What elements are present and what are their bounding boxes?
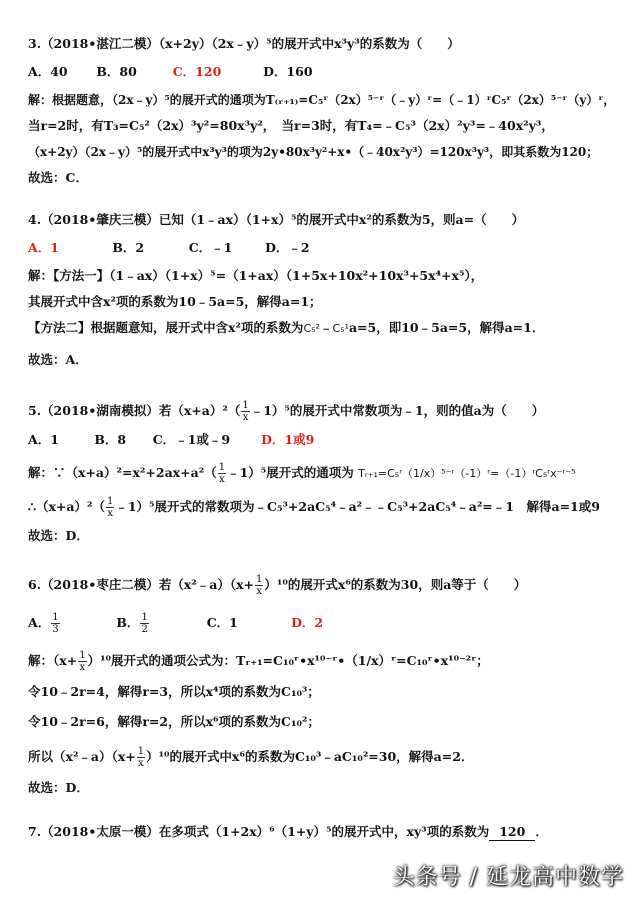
q6-solution-1 [28,650,489,673]
q5-stem-pre: 5.（2018•湖南模拟）若（x+a）²（ [28,403,241,418]
q3-solution-2: 当r=2时，有T₃=C₅²（2x）³y²=80x³y²， 当r=3时，有T₄=﹣C₅³（2x）²y³=﹣40x²y³， [28,118,554,133]
q6-solution-3: 令10﹣2r=6，解得r=2，所以x⁶项的系数为C₁₀²； [28,714,320,729]
q6-options [28,612,323,635]
fraction-denominator: x [219,474,225,485]
fraction-numerator: 1 [79,650,86,661]
q6-option-b [116,612,202,635]
watermark: 头条号 / 延龙高中数学 [392,865,624,890]
q6-answer: 故选：D． [28,780,89,795]
q5-general-term-formula: Tᵣ₊₁=C₅ʳ（1/x）⁵⁻ʳ（-1）ʳ=（-1）ʳC₅ʳx⁻ʳ⁻⁵ [358,467,576,480]
q5-stem [28,400,544,423]
q4-answer: 故选：A． [28,352,88,367]
q5-sol1-pre: 解：∵（x+a）²=x²+2ax+a² [28,465,205,480]
q6-sol4-pre: 所以（x²﹣a）（x+ [28,749,136,764]
fraction-numerator: 1 [141,612,148,623]
fraction-denominator: x [79,662,86,673]
q7-answer-blank: 120 [489,824,535,841]
q5-option-a: A．1 [28,432,59,447]
q4-sol3-pre: 【方法二】根据题意知，展开式中含x²项的系数为 [28,320,304,335]
q5-solution-1 [28,462,576,485]
q3-option-c: C．120 [172,64,222,79]
q6-option-a-label: A． [28,615,51,630]
q5-stem-post: ﹣1）⁵的展开式中常数项为﹣1，则的值a为（ ） [250,403,545,418]
q6-option-a-fraction [51,612,59,635]
q5-sol2-post: ﹣1）⁵展开式的常数项为﹣C₅³+2aC₅⁴﹣a²﹣﹣C₅³+2aC₅⁴﹣a²=﹣1 解得a=1或9 [115,499,600,514]
q3-stem: 3.（2018•湛江二模）（x+2y）（2x﹣y）⁵的展开式中x³y³的系数为（ ） [28,36,460,51]
q4-sol3-post: a=5，即10﹣5a=5，解得a=1． [348,320,545,335]
fraction-numerator: 1 [52,612,59,623]
q6-sol4-post: ）¹⁰的展开式中x⁶的系数为C₁₀³﹣aC₁₀²=30，解得a=2． [146,749,474,764]
q6-option-d: D．2 [291,615,324,630]
q6-option-a [28,612,112,635]
q5-option-c: C．﹣1或﹣9 [152,432,231,447]
q4-solution-3 [28,320,544,337]
q3-option-b: B．80 [96,64,137,79]
q6-stem-post: ）¹⁰的展开式x⁶的系数为30，则a等于（ ） [264,577,527,592]
q3-solution-1: 解：根据题意，（2x﹣y）⁵的展开式的通项为T₍ᵣ₊₁₎=C₅ʳ（2x）⁵⁻ʳ（﹣y）ʳ=（﹣1）ʳC₅ʳ（2x）⁵⁻ʳ（y）ʳ， [28,93,616,107]
q4-solution-2: 其展开式中含x²项的系数为10﹣5a=5，解得a=1； [28,294,322,309]
q6-option-c: C．1 [206,615,238,630]
fraction-denominator: x [107,508,113,519]
fraction-numerator: 1 [106,496,114,507]
q6-sol1-post: ）¹⁰展开式的通项公式为：Tᵣ₊₁=C₁₀ʳ•x¹⁰⁻ʳ•（1/x）ʳ=C₁₀ʳ•x¹⁰⁻²ʳ； [87,653,489,668]
fraction-denominator: x [256,586,263,597]
fraction-numerator: 1 [137,746,145,757]
q5-sol1-mid: （ [204,465,217,480]
q6-option-b-label: B． [116,615,140,630]
q4-option-a: A．1 [28,240,59,255]
fraction-numerator: 1 [256,574,263,585]
q4-sol3-mid: ﹣ [319,320,333,335]
q4-solution-1: 解：【方法一】（1﹣ax）（1+x）⁵=（1+ax）（1+5x+10x²+10x³+5x⁴+x⁵）， [28,268,484,283]
q5-answer: 故选：D． [28,528,89,543]
q6-stem-pre: 6.（2018•枣庄二模）若（x²﹣a）（x+ [28,577,255,592]
q3-answer: 故选：C． [28,170,88,185]
q6-option-b-fraction [140,612,148,635]
q6-sol1-fraction [78,650,86,673]
q6-solution-4 [28,746,473,769]
q4-options [28,240,310,256]
q6-stem-fraction [255,574,263,597]
q6-solution-2: 令10﹣2r=4，解得r=3，所以x⁴项的系数为C₁₀³； [28,684,320,699]
q3-solution-3: （x+2y）（2x﹣y）⁵的展开式中x³y³的项为2y•80x³y²+x•（﹣40x²y³）=120x³y³，即其系数为120； [28,145,599,159]
q7-stem-end: ． [535,824,548,839]
q5-sol1-fraction [218,462,226,485]
fraction-numerator: 1 [218,462,226,473]
q7-stem-text: 7.（2018•太原一模）在多项式（1+2x）⁶（1+y）⁵的展开式中，xy³项的系数为 [28,824,490,839]
q7-stem [28,824,548,841]
q5-options [28,432,314,448]
q5-sol2-fraction [106,496,114,519]
q6-sol4-fraction [137,746,145,769]
fraction-denominator: 3 [52,624,59,635]
q5-option-b: B．8 [94,432,127,447]
fraction-denominator: 2 [141,624,148,635]
q6-sol1-pre: 解：（x+ [28,653,78,668]
q3-options [28,64,313,80]
q5-option-d: D．1或9 [261,432,315,447]
q4-stem: 4.（2018•肇庆三模）已知（1﹣ax）（1+x）⁵的展开式中x²的系数为5，则a=（ ） [28,212,525,227]
fraction-denominator: x [138,758,144,769]
q4-comb-1: C₅² [303,322,320,335]
fraction-denominator: x [242,412,249,423]
q5-stem-fraction [241,400,249,423]
q3-option-a: A．40 [28,64,68,79]
fraction-numerator: 1 [242,400,249,411]
q5-sol2-pre: ∴（x+a）²（ [28,499,105,514]
q5-sol1-post: ﹣1）⁵展开式的通项为 [227,465,354,480]
q3-option-d: D．160 [263,64,313,79]
q5-solution-2 [28,496,600,519]
q6-stem [28,574,526,597]
q4-option-d: D．﹣2 [265,240,310,255]
q4-comb-2: C₅¹ [332,322,349,335]
q4-option-b: B．2 [112,240,145,255]
q4-option-c: C．﹣1 [188,240,233,255]
